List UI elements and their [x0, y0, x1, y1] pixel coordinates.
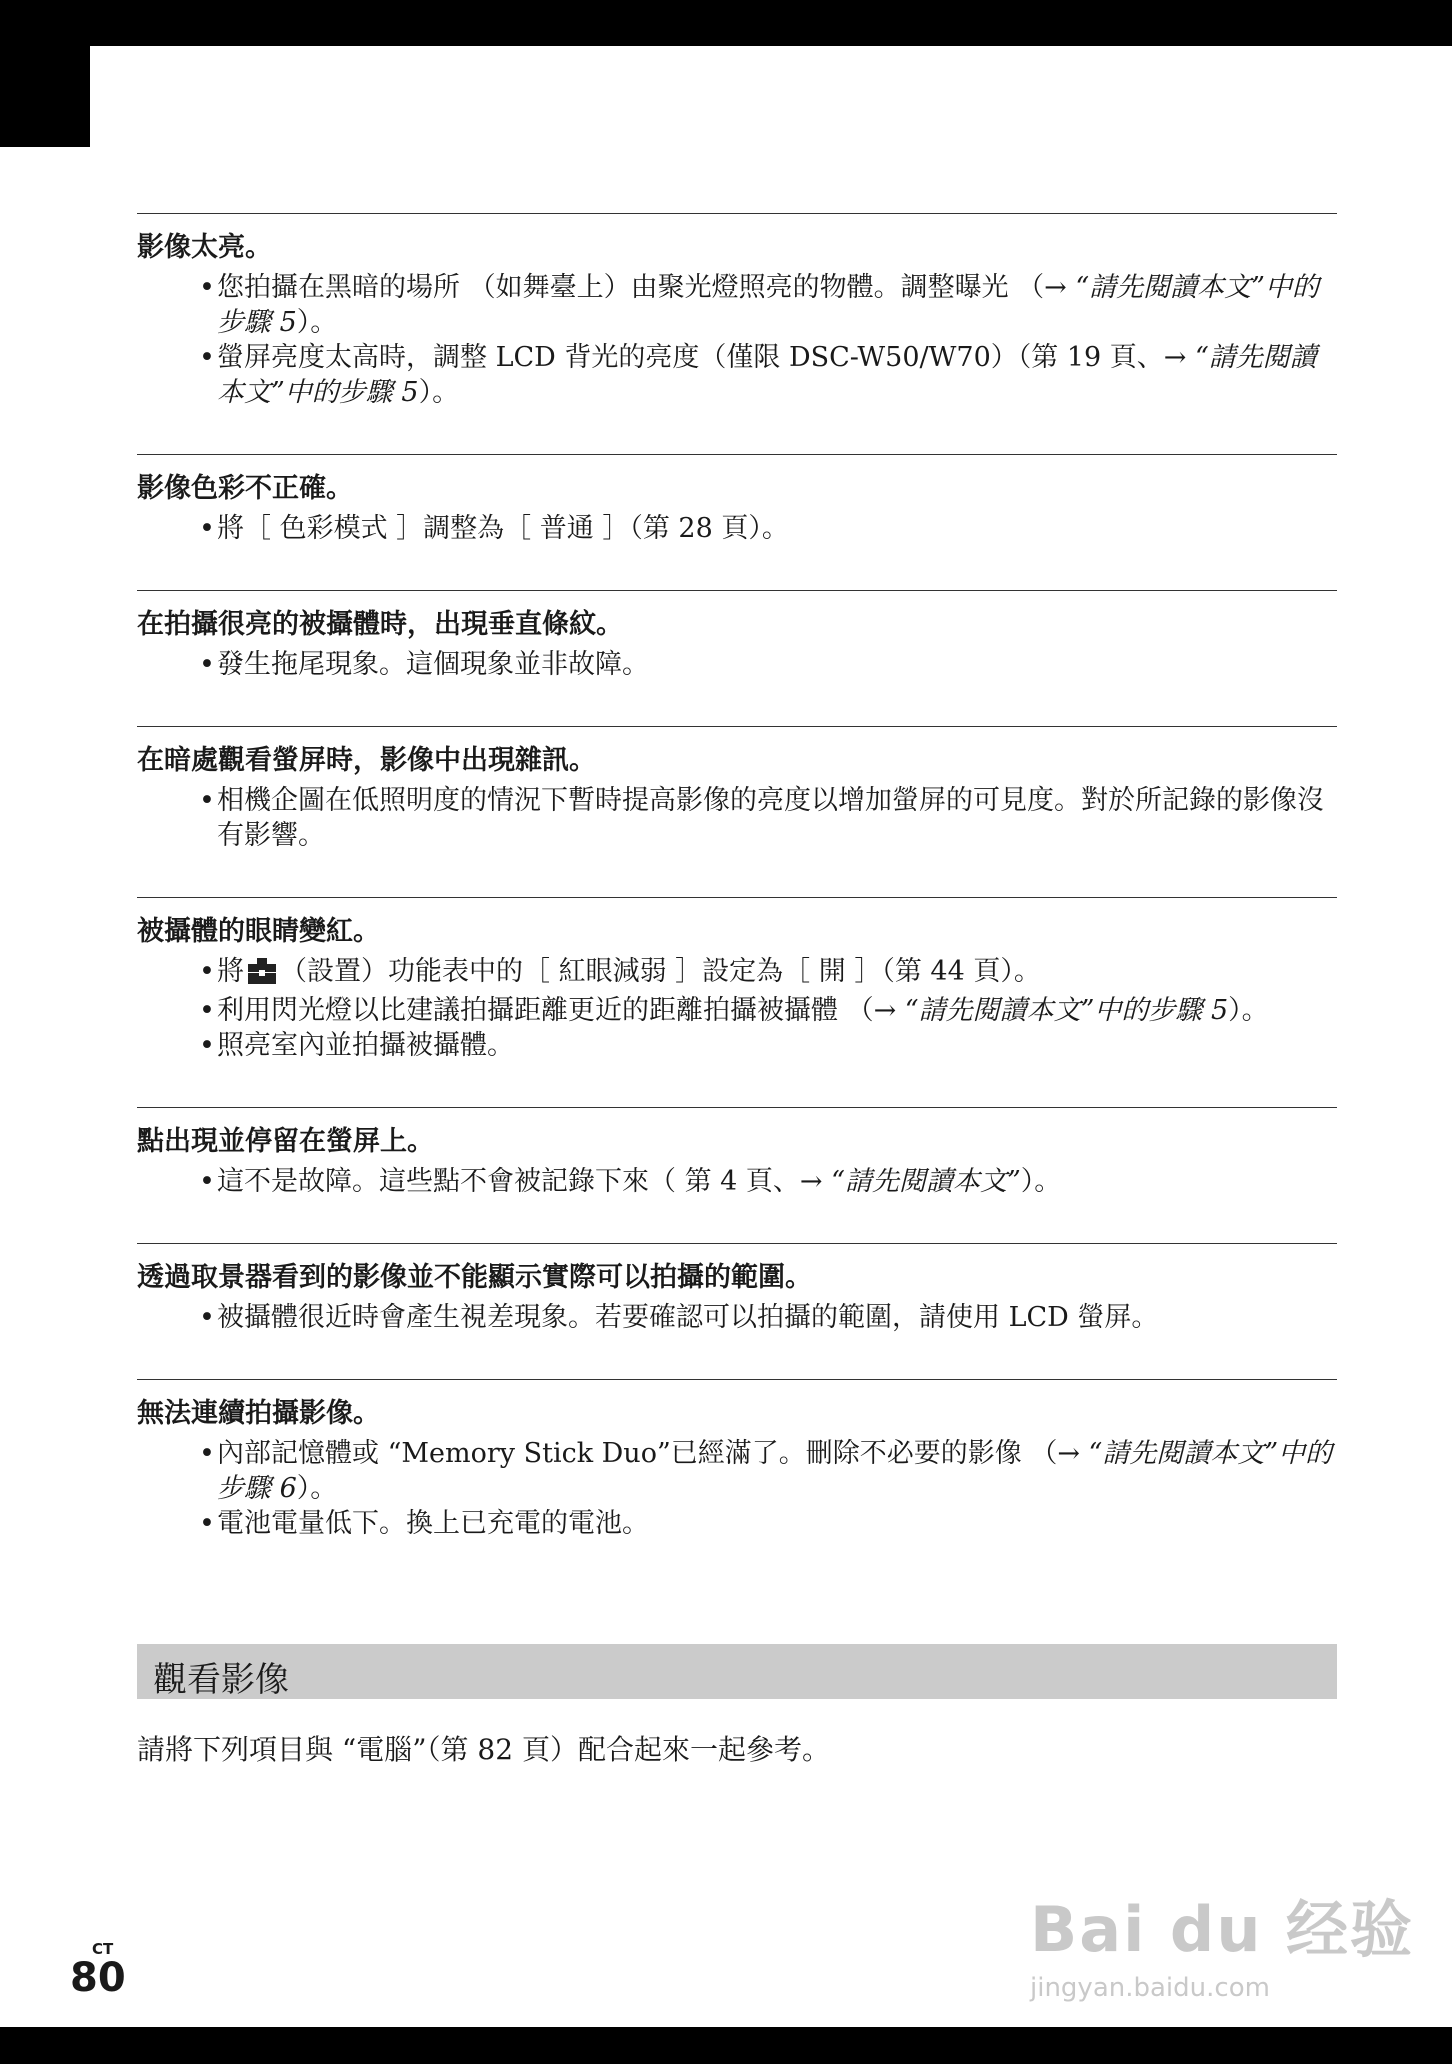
bullet-marker: • [199, 956, 215, 987]
bullet-item [137, 1164, 1337, 1199]
bullet-text: ）。 [418, 377, 460, 408]
bullet-marker: • [199, 1030, 215, 1061]
bullet-marker: • [199, 1438, 215, 1469]
bottom-black-bar [0, 2027, 1452, 2064]
bullet-item [137, 1506, 1337, 1541]
chapter-tab [0, 0, 90, 147]
bullet-marker: • [199, 649, 215, 680]
faq-heading: 被攝體的眼睛變紅。 [137, 916, 380, 947]
faq-section [137, 1107, 1337, 1243]
watermark [1030, 1880, 1414, 2003]
faq-heading: 影像色彩不正確。 [137, 473, 353, 504]
faq-section [137, 454, 1337, 590]
bullet-text: 電池電量低下。換上已充電的電池。 [217, 1508, 649, 1539]
bullet-text: 發生拖尾現象。這個現象並非故障。 [217, 649, 649, 680]
bullet-marker: • [199, 513, 215, 544]
bullet-item [137, 783, 1337, 853]
setup-icon [248, 958, 276, 993]
faq-heading: 無法連續拍攝影像。 [137, 1398, 380, 1429]
intro-text: 請將下列項目與 “電腦”（第 82 頁）配合起來一起參考。 [137, 1733, 830, 1766]
faq-heading: 透過取景器看到的影像並不能顯示實際可以拍攝的範圍。 [137, 1262, 812, 1293]
cross-reference: “請先閱讀本文”中的步驟 5 [217, 272, 1319, 338]
top-black-bar [0, 0, 1452, 46]
bullet-text: 這不是故障。這些點不會被記錄下來（ 第 4 頁、→ [217, 1166, 832, 1197]
faq-section [137, 1379, 1337, 1585]
bullet-text: ）。 [296, 1473, 338, 1504]
faq-section [137, 897, 1337, 1107]
bullet-item [137, 511, 1337, 546]
faq-section [137, 213, 1337, 454]
bullet-marker: • [199, 1166, 215, 1197]
bullet-text: 利用閃光燈以比建議拍攝距離更近的距離拍攝被攝體 （→ [217, 995, 905, 1026]
faq-heading: 在拍攝很亮的被攝體時，出現垂直條紋。 [137, 609, 623, 640]
cross-reference: “請先閱讀本文”中的步驟 6 [217, 1438, 1333, 1504]
bullet-item [137, 340, 1337, 410]
section-title: 觀看影像 [153, 1660, 289, 1700]
bullet-text: 螢屏亮度太高時，調整 LCD 背光的亮度（僅限 DSC-W50/W70）（第 19 頁、→ [217, 342, 1195, 373]
bullet-item [137, 270, 1337, 340]
bullet-item [137, 954, 1337, 993]
bullet-item [137, 647, 1337, 682]
bullet-text: 將［ 色彩模式 ］調整為［ 普通 ］（第 28 頁）。 [217, 513, 789, 544]
faq-heading: 影像太亮。 [137, 232, 272, 263]
faq-section [137, 590, 1337, 726]
bullet-text: 您拍攝在黑暗的場所 （如舞臺上）由聚光燈照亮的物體。調整曝光 （→ [217, 272, 1076, 303]
bullet-text: 相機企圖在低照明度的情況下暫時提高影像的亮度以增加螢屏的可見度。對於所記錄的影像沒有影響。 [217, 785, 1324, 851]
cross-reference: “請先閱讀本文” [831, 1166, 1021, 1197]
watermark-brand: Bai du 经验 [1030, 1893, 1415, 1966]
bullet-text: 內部記憶體或 “Memory Stick Duo”已經滿了。刪除不必要的影像 （→ [217, 1438, 1089, 1469]
bullet-text: 被攝體很近時會產生視差現象。若要確認可以拍攝的範圍，請使用 LCD 螢屏。 [217, 1302, 1159, 1333]
bullet-marker: • [199, 995, 215, 1026]
faq-section [137, 1243, 1337, 1379]
bullet-text: （設置）功能表中的［ 紅眼減弱 ］設定為［ 開 ］（第 44 頁）。 [280, 956, 1041, 987]
bullet-marker: • [199, 1508, 215, 1539]
watermark-url: jingyan.baidu.com [1030, 1973, 1270, 2003]
bullet-marker: • [199, 342, 215, 373]
cross-reference: “請先閱讀本文”中的步驟 5 [904, 995, 1229, 1026]
page-lang-label: CT [92, 1940, 114, 1958]
cross-reference: “請先閱讀本文”中的步驟 5 [217, 342, 1317, 408]
bullet-item [137, 1300, 1337, 1335]
bullet-text: 照亮室內並拍攝被攝體。 [217, 1030, 514, 1061]
bullet-marker: • [199, 1302, 215, 1333]
bullet-marker: • [199, 785, 215, 816]
section-title-bar [137, 1644, 1337, 1699]
bullet-item [137, 1028, 1337, 1063]
bullet-item [137, 993, 1337, 1028]
faq-heading: 在暗處觀看螢屏時，影像中出現雜訊。 [137, 745, 596, 776]
bullet-text: ）。 [1228, 995, 1269, 1026]
bullet-text: ）。 [1020, 1166, 1062, 1197]
page-number-value: 80 [70, 1955, 126, 2001]
faq-heading: 點出現並停留在螢屏上。 [137, 1126, 434, 1157]
page-number [70, 1940, 126, 2001]
troubleshooting-list [137, 213, 1337, 1585]
bullet-text: 將 [217, 956, 244, 987]
bullet-text: ）。 [296, 307, 338, 338]
bullet-item [137, 1436, 1337, 1506]
bullet-marker: • [199, 272, 215, 303]
faq-section [137, 726, 1337, 897]
